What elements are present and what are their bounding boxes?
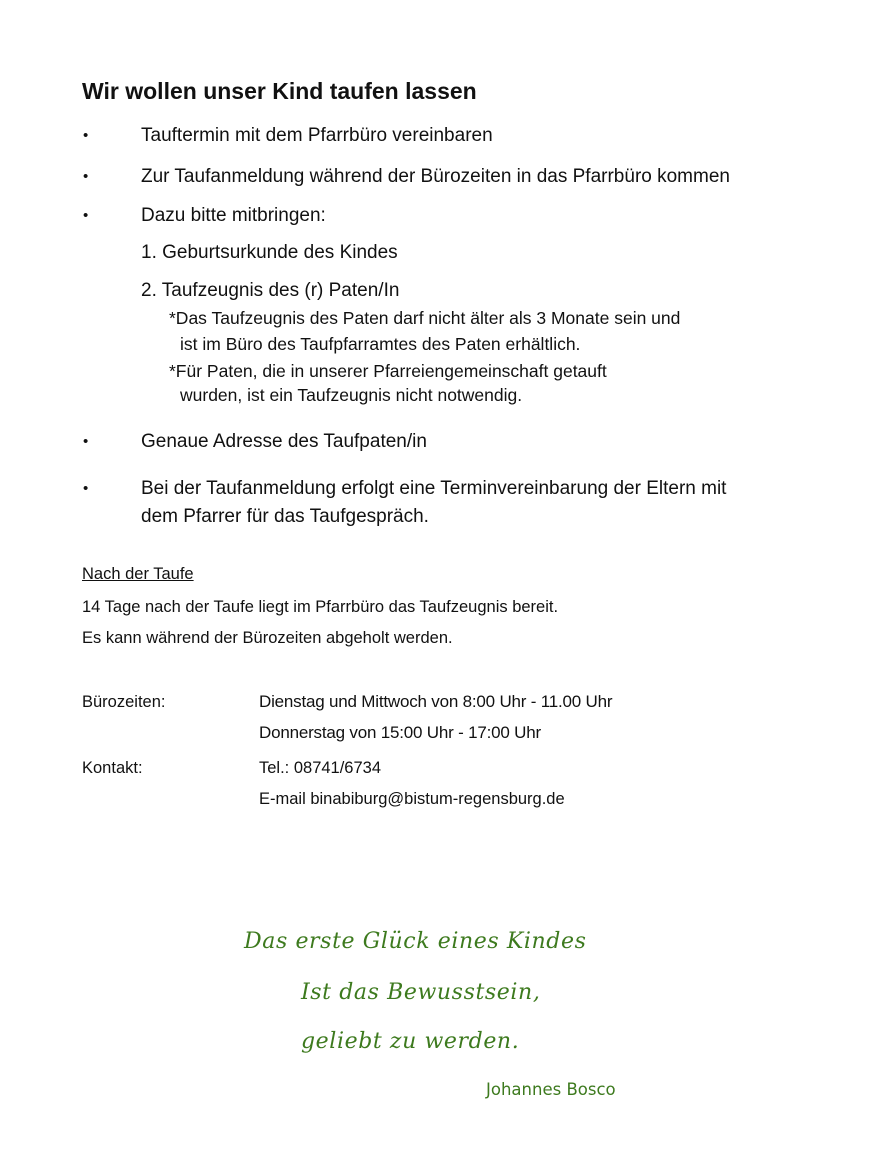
note-line: ist im Büro des Taufpfarramtes des Paten erhältlich. xyxy=(180,334,581,354)
contact-phone: Tel.: 08741/6734 xyxy=(259,759,382,777)
quote-line: geliebt zu werden. xyxy=(301,1029,520,1054)
bullet-marker: • xyxy=(83,480,89,497)
note-line: *Für Paten, die in unserer Pfarreiengemeinschaft getauft xyxy=(169,361,607,381)
bullet-marker: • xyxy=(83,127,89,144)
quote-author: Johannes Bosco xyxy=(486,1080,616,1099)
bullet-item: Genaue Adresse des Taufpaten/in xyxy=(141,431,427,452)
section-heading: Nach der Taufe xyxy=(82,565,194,583)
contact-email: E-mail binabiburg@bistum-regensburg.de xyxy=(259,790,565,808)
paragraph-line: Es kann während der Bürozeiten abgeholt werden. xyxy=(82,629,453,647)
sub-item: 1. Geburtsurkunde des Kindes xyxy=(141,242,398,263)
bullet-item: Tauftermin mit dem Pfarrbüro vereinbaren xyxy=(141,125,493,146)
office-hours-label: Bürozeiten: xyxy=(82,693,166,711)
office-hours-line: Donnerstag von 15:00 Uhr - 17:00 Uhr xyxy=(259,723,541,742)
note-line: wurden, ist ein Taufzeugnis nicht notwendig. xyxy=(180,385,523,405)
page-title: Wir wollen unser Kind taufen lassen xyxy=(82,78,477,104)
quote-line: Das erste Glück eines Kindes xyxy=(244,929,587,954)
sub-item: 2. Taufzeugnis des (r) Paten/In xyxy=(141,280,400,301)
bullet-item: Zur Taufanmeldung während der Bürozeiten in das Pfarrbüro kommen xyxy=(141,166,730,187)
paragraph-line: 14 Tage nach der Taufe liegt im Pfarrbüro das Taufzeugnis bereit. xyxy=(82,598,559,616)
bullet-item-continuation: dem Pfarrer für das Taufgespräch. xyxy=(141,506,429,527)
note-line: *Das Taufzeugnis des Paten darf nicht älter als 3 Monate sein und xyxy=(169,308,681,328)
bullet-marker: • xyxy=(83,168,89,185)
contact-label: Kontakt: xyxy=(82,759,143,777)
quote-line: Ist das Bewusstsein, xyxy=(301,980,541,1005)
bullet-item: Dazu bitte mitbringen: xyxy=(141,205,326,226)
bullet-marker: • xyxy=(83,433,89,450)
bullet-item: Bei der Taufanmeldung erfolgt eine Terminvereinbarung der Eltern mit xyxy=(141,478,727,499)
office-hours-line: Dienstag und Mittwoch von 8:00 Uhr - 11.00 Uhr xyxy=(259,692,613,711)
bullet-marker: • xyxy=(83,207,89,224)
